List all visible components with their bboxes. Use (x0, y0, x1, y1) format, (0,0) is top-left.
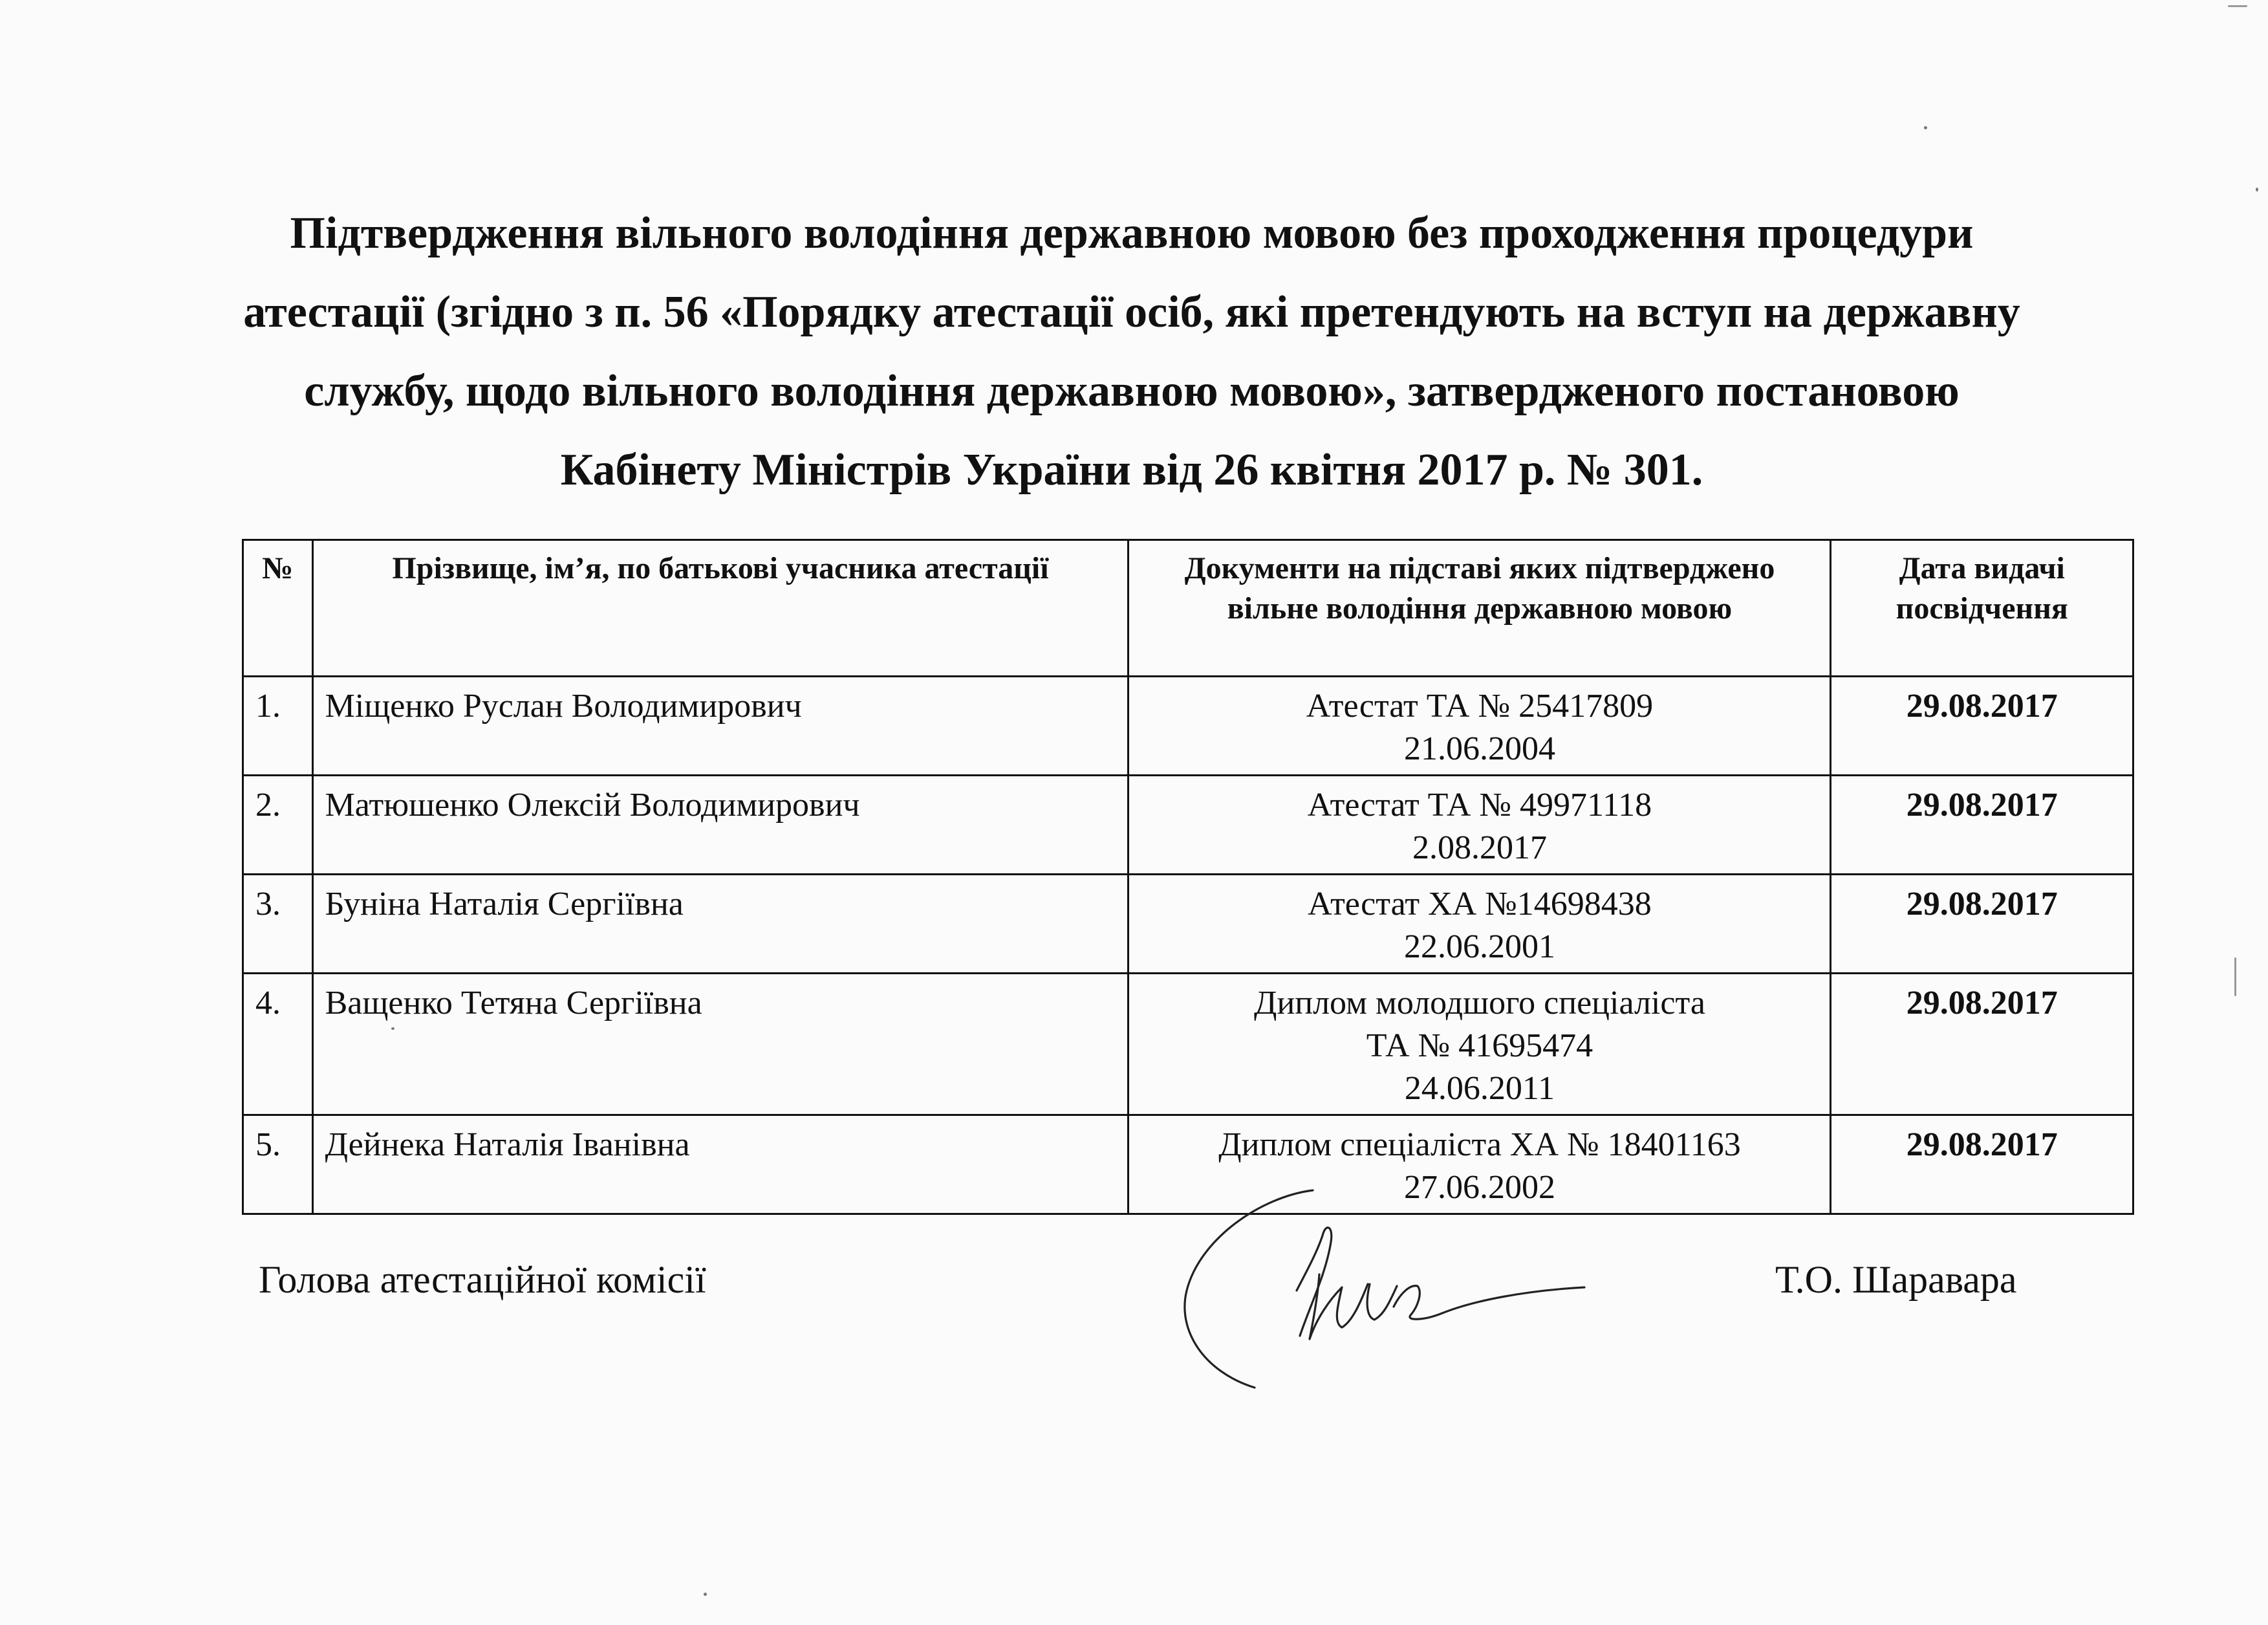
document-line: 22.06.2001 (1403, 928, 1555, 965)
issue-date: 29.08.2017 (1831, 776, 2133, 875)
header-full-name: Прізвище, ім’я, по батькові учасника атестації (312, 540, 1129, 677)
participants-table (242, 539, 2134, 1215)
document-cell (1129, 677, 1831, 776)
row-number: 5. (243, 1115, 313, 1214)
row-number: 4. (243, 974, 313, 1115)
participant-name: Міщенко Руслан Володимирович (312, 677, 1129, 776)
row-number: 3. (243, 875, 313, 974)
document-line: Атестат ХА №14698438 (1308, 886, 1652, 922)
scan-speck (2256, 188, 2258, 191)
heading-line: атестації (згідно з п. 56 «Порядку атестації осіб, які претендують на вступ на державну (243, 287, 2020, 337)
issue-date: 29.08.2017 (1831, 974, 2133, 1115)
issue-date: 29.08.2017 (1831, 677, 2133, 776)
header-number: № (243, 540, 313, 677)
document-line: 21.06.2004 (1403, 730, 1555, 767)
document-heading (181, 194, 2082, 510)
handwritten-signature (1164, 1177, 1617, 1391)
participant-name: Дейнека Наталія Іванівна (312, 1115, 1129, 1214)
document-line: Атестат ТА № 25417809 (1306, 688, 1654, 725)
heading-line: службу, щодо вільного володіння державною мовою», затвердженого постановою (304, 366, 1960, 416)
issue-date: 29.08.2017 (1831, 875, 2133, 974)
scan-speck (2234, 957, 2236, 996)
row-number: 2. (243, 776, 313, 875)
scan-speck (2228, 5, 2247, 7)
document-line: 24.06.2011 (1404, 1070, 1555, 1107)
document-line: Атестат ТА № 49971118 (1307, 787, 1652, 823)
heading-line: Підтвердження вільного володіння державною мовою без проходження процедури (290, 208, 1974, 258)
row-number: 1. (243, 677, 313, 776)
scan-speck (391, 1027, 394, 1030)
header-issue-date: Дата видачі посвідчення (1831, 540, 2133, 677)
document-cell (1129, 974, 1831, 1115)
heading-line: Кабінету Міністрів України від 26 квітня 2017 р. № 301. (560, 445, 1703, 495)
table-header-row (243, 540, 2133, 677)
document-cell (1129, 875, 1831, 974)
issue-date: 29.08.2017 (1831, 1115, 2133, 1214)
participant-name: Буніна Наталія Сергіївна (312, 875, 1129, 974)
table-row (243, 677, 2133, 776)
document-line: 27.06.2002 (1403, 1169, 1555, 1206)
scan-speck (1924, 126, 1927, 129)
commission-chair-title: Голова атестаційної комісії (259, 1258, 706, 1301)
scan-speck (704, 1593, 707, 1596)
participant-name: Матюшенко Олексій Володимирович (312, 776, 1129, 875)
table-row (243, 776, 2133, 875)
document-cell (1129, 776, 1831, 875)
header-documents: Документи на підставі яких підтверджено вільне володіння державною мовою (1129, 540, 1831, 677)
document-line: 2.08.2017 (1412, 829, 1547, 866)
document-line: Диплом молодшого спеціаліста (1253, 985, 1705, 1021)
table-row (243, 974, 2133, 1115)
signatory-name: Т.О. Шаравара (1775, 1258, 2017, 1301)
document-line: ТА № 41695474 (1366, 1027, 1593, 1064)
table-row (243, 875, 2133, 974)
participant-name: Ващенко Тетяна Сергіївна (312, 974, 1129, 1115)
document-line: Диплом спеціаліста ХА № 18401163 (1218, 1126, 1741, 1163)
